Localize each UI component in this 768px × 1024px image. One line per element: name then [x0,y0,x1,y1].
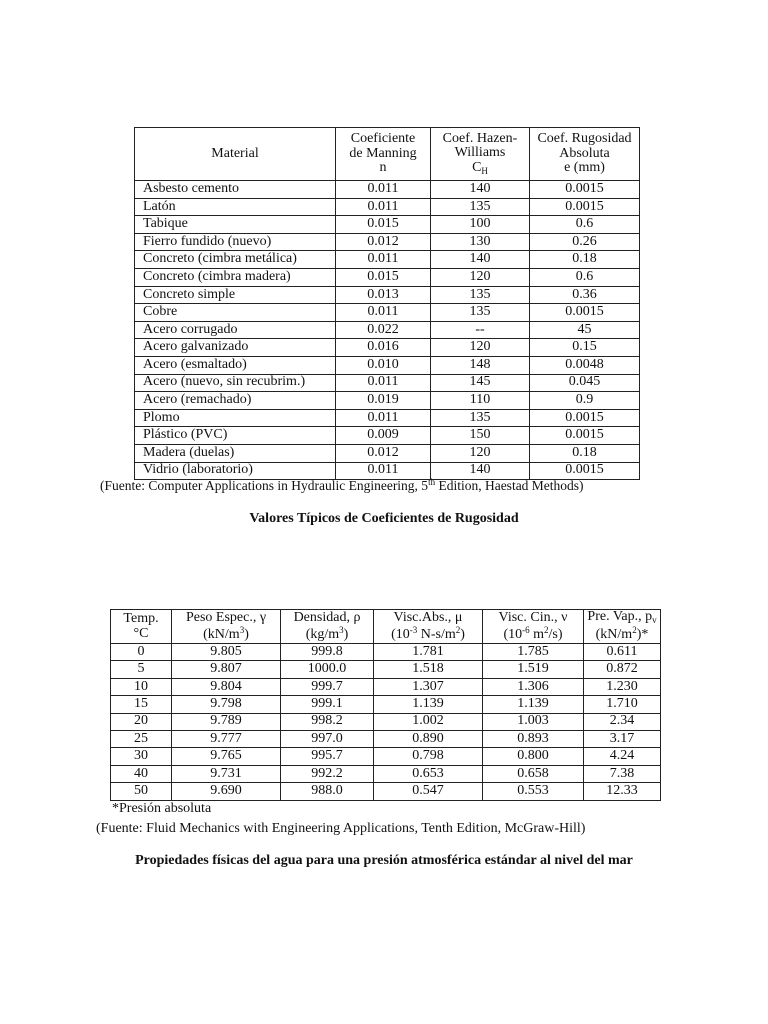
header-dynamic-viscosity-end: ) [460,626,465,642]
header-kinematic-viscosity [483,610,584,644]
absolute-roughness-cell: 0.26 [530,233,640,251]
absolute-roughness-cell: 0.15 [530,339,640,357]
temperature-cell: 10 [111,678,172,695]
vapor-pressure-cell: 7.38 [584,765,661,782]
density-cell: 999.1 [281,696,374,713]
header-roughness-line2: Absoluta [559,145,610,161]
vapor-pressure-cell: 3.17 [584,730,661,747]
header-dynamic-viscosity-sup1: -3 [409,624,418,635]
manning-n-cell: 0.011 [336,374,431,392]
absolute-roughness-cell: 0.36 [530,286,640,304]
header-kinematic-viscosity-line1: Visc. Cin., ν [498,609,568,625]
kinematic-viscosity-cell: 0.800 [483,748,584,765]
kinematic-viscosity-cell: 1.139 [483,696,584,713]
manning-n-cell: 0.011 [336,462,431,480]
table1-source-text-end: Edition, Haestad Methods) [435,478,584,493]
table-row [111,696,661,713]
table-row [135,304,640,322]
absolute-roughness-cell: 0.6 [530,268,640,286]
table-row [111,783,661,800]
vapor-pressure-cell: 0.611 [584,644,661,661]
table-row [111,678,661,695]
table1-source-caption [100,477,584,494]
header-specific-weight-line1: Peso Espec., γ [185,609,267,625]
manning-n-cell: 0.019 [336,392,431,410]
specific-weight-cell: 9.731 [172,765,281,782]
temperature-cell: 40 [111,765,172,782]
vapor-pressure-cell: 4.24 [584,748,661,765]
manning-n-cell: 0.011 [336,181,431,199]
header-hazen-line1: Coef. Hazen- [442,130,518,146]
hazen-williams-cell: 120 [431,339,530,357]
header-density [281,610,374,644]
density-cell: 999.8 [281,644,374,661]
table-row [135,356,640,374]
header-dynamic-viscosity-sup2: 2 [455,624,461,635]
hazen-williams-cell: 120 [431,444,530,462]
density-cell: 995.7 [281,748,374,765]
manning-n-cell: 0.011 [336,409,431,427]
table-row [111,748,661,765]
header-density-unit: (kg/m [305,626,340,642]
table-row [111,661,661,678]
dynamic-viscosity-cell: 0.798 [374,748,483,765]
hazen-williams-cell: 110 [431,392,530,410]
hazen-williams-cell: 100 [431,216,530,234]
header-hazen-williams [431,128,530,181]
dynamic-viscosity-cell: 1.002 [374,713,483,730]
kinematic-viscosity-cell: 0.658 [483,765,584,782]
absolute-roughness-cell: 0.18 [530,444,640,462]
table2-title: Propiedades físicas del agua para una presión atmosférica estándar al nivel del mar [135,853,633,868]
specific-weight-cell: 9.789 [172,713,281,730]
header-specific-weight [172,610,281,644]
density-cell: 988.0 [281,783,374,800]
absolute-roughness-cell: 0.0015 [530,427,640,445]
manning-n-cell: 0.011 [336,251,431,269]
water-header-row [111,610,661,644]
kinematic-viscosity-cell: 0.893 [483,730,584,747]
roughness-header-row [135,128,640,181]
table-row [135,374,640,392]
material-cell: Plástico (PVC) [135,427,336,445]
header-roughness-line3: e (mm) [564,160,605,176]
header-specific-weight-end: ) [244,626,249,642]
temperature-cell: 20 [111,713,172,730]
density-cell: 999.7 [281,678,374,695]
vapor-pressure-cell: 0.872 [584,661,661,678]
hazen-williams-cell: 130 [431,233,530,251]
material-cell: Concreto simple [135,286,336,304]
material-cell: Tabique [135,216,336,234]
density-cell: 997.0 [281,730,374,747]
table1-source-superscript: th [428,477,436,487]
header-hazen-subscript: H [481,165,488,176]
header-density-end: ) [343,626,349,642]
header-kinematic-viscosity-sup2: 2 [544,624,549,635]
hazen-williams-cell: 148 [431,356,530,374]
water-table-body [111,644,661,801]
material-cell: Acero galvanizado [135,339,336,357]
header-density-sup: 3 [339,624,344,635]
absolute-roughness-cell: 0.0015 [530,181,640,199]
header-dynamic-viscosity-line1: Visc.Abs., μ [393,609,463,625]
header-hazen-line2: Williams [454,145,506,161]
table-row [135,444,640,462]
header-manning-line2: de Manning [349,145,417,161]
specific-weight-cell: 9.805 [172,644,281,661]
kinematic-viscosity-cell: 0.553 [483,783,584,800]
manning-n-cell: 0.015 [336,268,431,286]
header-manning [336,128,431,181]
dynamic-viscosity-cell: 1.139 [374,696,483,713]
specific-weight-cell: 9.765 [172,748,281,765]
absolute-roughness-cell: 0.0015 [530,198,640,216]
dynamic-viscosity-cell: 1.518 [374,661,483,678]
header-manning-line3: n [379,160,387,176]
header-dynamic-viscosity [374,610,483,644]
material-cell: Concreto (cimbra madera) [135,268,336,286]
hazen-williams-cell: 135 [431,304,530,322]
header-dynamic-viscosity-unit2: N-s/m [417,626,456,642]
absolute-roughness-cell: 0.9 [530,392,640,410]
table-row [135,251,640,269]
header-kinematic-viscosity-unit2: m [529,626,545,642]
hazen-williams-cell: 150 [431,427,530,445]
table-row [135,321,640,339]
manning-n-cell: 0.011 [336,198,431,216]
absolute-pressure-note: *Presión absoluta [112,801,212,816]
kinematic-viscosity-cell: 1.519 [483,661,584,678]
material-cell: Acero (remachado) [135,392,336,410]
header-hazen-line3: C [472,159,482,175]
dynamic-viscosity-cell: 1.307 [374,678,483,695]
material-cell: Acero corrugado [135,321,336,339]
table-row [135,409,640,427]
temperature-cell: 5 [111,661,172,678]
header-material-label: Material [211,145,259,161]
header-kinematic-viscosity-unit: (10 [503,626,523,642]
hazen-williams-cell: -- [431,321,530,339]
absolute-roughness-cell: 0.0015 [530,462,640,480]
kinematic-viscosity-cell: 1.003 [483,713,584,730]
table-row [135,216,640,234]
header-kinematic-viscosity-sup1: -6 [522,624,530,635]
absolute-roughness-cell: 0.0048 [530,356,640,374]
header-dynamic-viscosity-unit: (10 [391,626,410,642]
material-cell: Acero (esmaltado) [135,356,336,374]
material-cell: Cobre [135,304,336,322]
hazen-williams-cell: 120 [431,268,530,286]
manning-n-cell: 0.012 [336,444,431,462]
dynamic-viscosity-cell: 1.781 [374,644,483,661]
manning-n-cell: 0.009 [336,427,431,445]
hazen-williams-cell: 135 [431,198,530,216]
material-cell: Concreto (cimbra metálica) [135,251,336,269]
temperature-cell: 0 [111,644,172,661]
vapor-pressure-cell: 1.230 [584,678,661,695]
material-cell: Madera (duelas) [135,444,336,462]
water-table-header [111,610,661,644]
temperature-cell: 15 [111,696,172,713]
table-row [135,392,640,410]
header-vapor-pressure [584,610,661,644]
hazen-williams-cell: 140 [431,251,530,269]
hazen-williams-cell: 140 [431,462,530,480]
header-temperature-line1: Temp. [123,610,159,626]
absolute-roughness-cell: 0.0015 [530,409,640,427]
material-cell: Plomo [135,409,336,427]
temperature-cell: 25 [111,730,172,747]
specific-weight-cell: 9.807 [172,661,281,678]
table-row [135,268,640,286]
dynamic-viscosity-cell: 0.890 [374,730,483,747]
table-row [135,286,640,304]
temperature-cell: 50 [111,783,172,800]
manning-n-cell: 0.010 [336,356,431,374]
vapor-pressure-cell: 2.34 [584,713,661,730]
table-row [111,730,661,747]
table-row [111,765,661,782]
material-cell: Asbesto cemento [135,181,336,199]
manning-n-cell: 0.011 [336,304,431,322]
manning-n-cell: 0.013 [336,286,431,304]
header-temperature [111,610,172,644]
header-roughness-line1: Coef. Rugosidad [537,130,632,146]
kinematic-viscosity-cell: 1.306 [483,678,584,695]
header-vapor-pressure-unit: (kN/m [595,626,633,642]
vapor-pressure-cell: 1.710 [584,696,661,713]
vapor-pressure-cell: 12.33 [584,783,661,800]
table1-source-text: (Fuente: Computer Applications in Hydraulic Engineering, 5 [100,478,429,493]
header-manning-line1: Coeficiente [350,130,416,146]
header-vapor-pressure-end: )* [636,626,649,642]
table1-title: Valores Típicos de Coeficientes de Rugosidad [249,511,519,526]
roughness-table-header [135,128,640,181]
water-properties-table [110,609,661,801]
absolute-roughness-cell: 0.045 [530,374,640,392]
hazen-williams-cell: 140 [431,181,530,199]
roughness-coefficients-table [134,127,640,480]
absolute-roughness-cell: 45 [530,321,640,339]
hazen-williams-cell: 145 [431,374,530,392]
material-cell: Vidrio (laboratorio) [135,462,336,480]
table-row [135,233,640,251]
table-row [111,713,661,730]
header-specific-weight-sup: 3 [239,624,245,635]
header-temperature-line2: °C [133,625,149,641]
header-vapor-pressure-sub: v [652,615,657,626]
specific-weight-cell: 9.777 [172,730,281,747]
dynamic-viscosity-cell: 0.653 [374,765,483,782]
temperature-cell: 30 [111,748,172,765]
header-specific-weight-unit: (kN/m [203,626,240,642]
kinematic-viscosity-cell: 1.785 [483,644,584,661]
table-row [135,339,640,357]
density-cell: 1000.0 [281,661,374,678]
manning-n-cell: 0.015 [336,216,431,234]
absolute-roughness-cell: 0.18 [530,251,640,269]
density-cell: 998.2 [281,713,374,730]
table-row [135,181,640,199]
table-row [111,644,661,661]
density-cell: 992.2 [281,765,374,782]
hazen-williams-cell: 135 [431,286,530,304]
specific-weight-cell: 9.690 [172,783,281,800]
table-row [135,427,640,445]
manning-n-cell: 0.022 [336,321,431,339]
header-material [135,128,336,181]
table2-source-caption: (Fuente: Fluid Mechanics with Engineering Applications, Tenth Edition, McGraw-Hill) [96,821,586,836]
material-cell: Fierro fundido (nuevo) [135,233,336,251]
material-cell: Latón [135,198,336,216]
absolute-roughness-cell: 0.0015 [530,304,640,322]
manning-n-cell: 0.016 [336,339,431,357]
specific-weight-cell: 9.798 [172,696,281,713]
dynamic-viscosity-cell: 0.547 [374,783,483,800]
header-roughness [530,128,640,181]
specific-weight-cell: 9.804 [172,678,281,695]
table-row [135,198,640,216]
header-kinematic-viscosity-end: /s) [548,626,563,642]
header-vapor-pressure-line1: Pre. Vap., p [587,609,653,625]
material-cell: Acero (nuevo, sin recubrim.) [135,374,336,392]
absolute-roughness-cell: 0.6 [530,216,640,234]
manning-n-cell: 0.012 [336,233,431,251]
header-density-line1: Densidad, ρ [293,609,361,625]
roughness-table-body [135,181,640,480]
header-vapor-pressure-sup: 2 [632,624,637,635]
hazen-williams-cell: 135 [431,409,530,427]
